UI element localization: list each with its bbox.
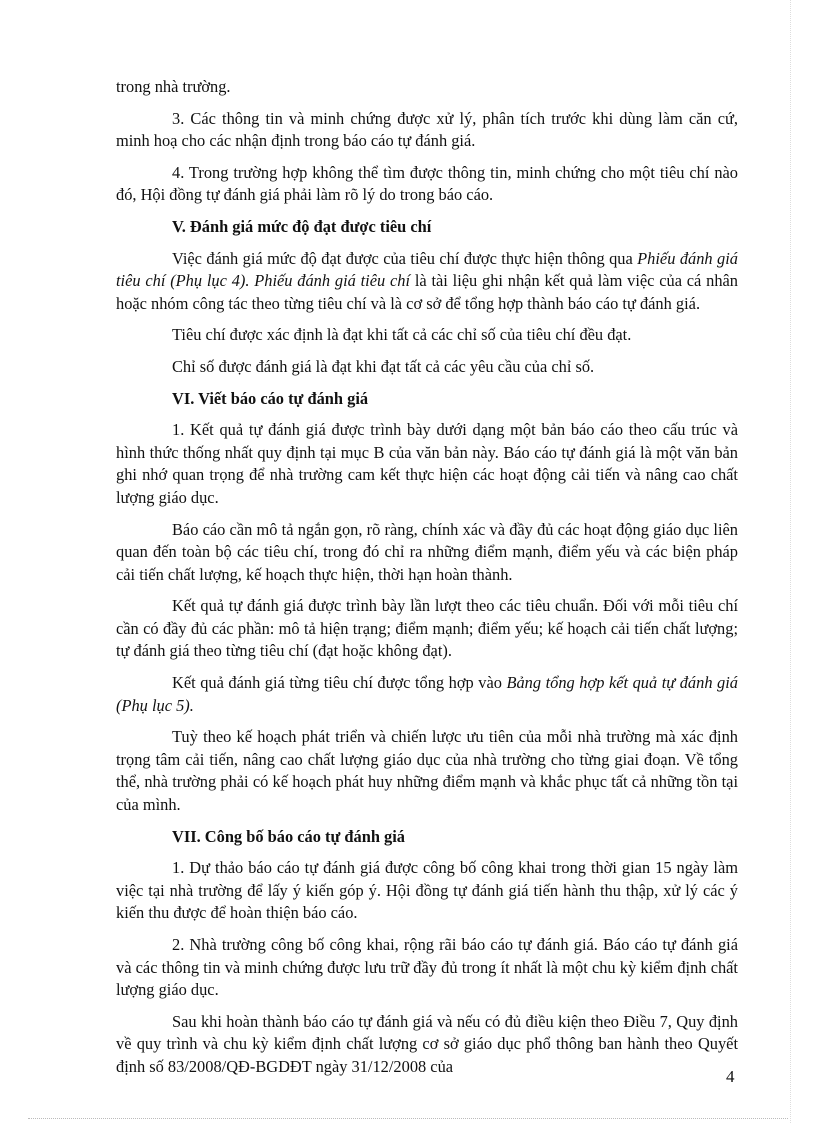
document-body (116, 76, 738, 1088)
page-number: 4 (726, 1067, 735, 1086)
text-run: là tài liệu ghi nhận kết quả làm việc của cá nhân hoặc nhóm công tác theo từng tiêu chí và là cơ sở để tổng hợp thành báo cáo tự đánh giá. (116, 271, 738, 313)
section-heading: VII. Công bố báo cáo tự đánh giá (172, 826, 405, 846)
paragraph: 1. Kết quả tự đánh giá được trình bày dưới dạng một bản báo cáo theo cấu trúc và hình thức thống nhất quy định tại mục B của văn bản này. Báo cáo tự đánh giá là một văn bản ghi nhớ quan trọng để nhà trường cam kết thực hiện các hoạt động cải tiến và nâng cao chất lượng giáo dục. (116, 420, 738, 507)
text-run: Việc đánh giá mức độ đạt được của tiêu chí được thực hiện thông qua (172, 248, 638, 268)
section-heading: VI. Viết báo cáo tự đánh giá (172, 388, 369, 408)
paragraph: 1. Dự thảo báo cáo tự đánh giá được công bố công khai trong thời gian 15 ngày làm việc tại nhà trường để lấy ý kiến góp ý. Hội đồng tự đánh giá tiến hành thu thập, xử lý các ý kiến thu được để hoàn thiện báo cáo. (116, 858, 738, 923)
paragraph: Chỉ số được đánh giá là đạt khi đạt tất cả các yêu cầu của chỉ số. (172, 356, 595, 376)
paragraph: 4. Trong trường hợp không thể tìm được thông tin, minh chứng cho một tiêu chí nào đó, Hội đồng tự đánh giá phải làm rõ lý do trong báo cáo. (116, 162, 738, 205)
paragraph: Tuỳ theo kế hoạch phát triển và chiến lược ưu tiên của mỗi nhà trường mà xác định trọng tâm cải tiến, nâng cao chất lượng giáo dục của nhà trường cho từng giai đoạn. Về tổng thể, nhà trường phải có kế hoạch phát huy những điểm mạnh và khắc phục tất cả những tồn tại của mình. (116, 727, 738, 815)
paragraph: Tiêu chí được xác định là đạt khi tất cả các chỉ số của tiêu chí đều đạt. (172, 325, 632, 345)
paragraph: Kết quả tự đánh giá được trình bày lần lượt theo các tiêu chuẩn. Đối với mỗi tiêu chí cần có đầy đủ các phần: mô tả hiện trạng; điểm mạnh; điểm yếu; kế hoạch cải tiến chất lượng; tự đánh giá theo từng tiêu chí (đạt hoặc không đạt). (116, 596, 738, 661)
paragraph: 2. Nhà trường công bố công khai, rộng rãi báo cáo tự đánh giá. Báo cáo tự đánh giá và các thông tin và minh chứng được lưu trữ đầy đủ trong ít nhất là một chu kỳ kiểm định chất lượng giáo dục. (116, 935, 738, 1000)
text-run: Kết quả đánh giá từng tiêu chí được tổng hợp vào (172, 673, 507, 693)
paragraph (116, 672, 738, 717)
italic-text-run: Phiếu đánh giá tiêu chí (Phụ lục 4). Phiếu đánh giá tiêu chí (116, 248, 738, 291)
paragraph: 3. Các thông tin và minh chứng được xử lý, phân tích trước khi dùng làm căn cứ, minh hoạ cho các nhận định trong báo cáo tự đánh giá. (116, 108, 738, 151)
italic-text-run: Bảng tổng hợp kết quả tự đánh giá (Phụ lục 5). (116, 673, 739, 715)
paragraph (116, 248, 738, 316)
paragraph: Sau khi hoàn thành báo cáo tự đánh giá và nếu có đủ điều kiện theo Điều 7, Quy định về quy trình và chu kỳ kiểm định chất lượng cơ sở giáo dục phổ thông ban hành theo Quyết định số 83/2008/QĐ-BGDĐT ngày 31/12/2008 của (116, 1011, 738, 1076)
paragraph: trong nhà trường. (116, 77, 231, 96)
paragraph: Báo cáo cần mô tả ngắn gọn, rõ ràng, chính xác và đầy đủ các hoạt động giáo dục liên quan đến toàn bộ các tiêu chí, trong đó chỉ ra những điểm mạnh, điểm yếu và các biện pháp cải tiến chất lượng, kế hoạch thực hiện, thời hạn hoàn thành. (116, 519, 738, 584)
page-bottom-rule (28, 1118, 788, 1119)
section-heading: V. Đánh giá mức độ đạt được tiêu chí (172, 216, 432, 236)
margin-guide (790, 0, 791, 1123)
